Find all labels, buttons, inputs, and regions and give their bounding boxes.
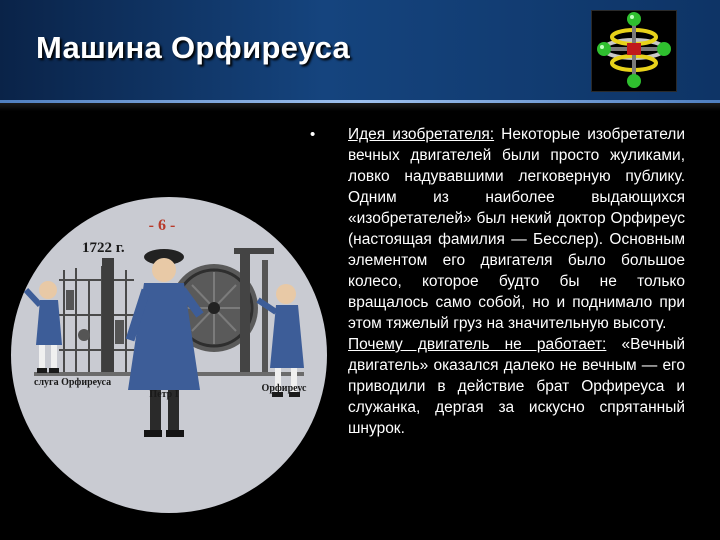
caption-orffyreus: Орфиреус: [261, 383, 307, 394]
gyroscope-logo-icon: [591, 10, 677, 92]
caption-servant: слуга Орфиреуса: [34, 377, 112, 388]
bullet-marker: •: [310, 126, 316, 143]
idea-text: Некоторые изобретатели вечных двигателей были просто жуликами, ловко надувавшими легковерную публику. Одним из наиболее выдающихся «изобретателей» был некий доктор Орфиреус (настоящая фамилия — Бесслер). Основным элементом его двигателя было большое колесо, которое будто бы не только вращалось само собой, но и поднимало при этом тяжелый груз на значительную высоту.: [348, 126, 685, 332]
slide-title: Машина Орфиреуса: [36, 30, 351, 65]
bullet-paragraph: [348, 124, 685, 439]
idea-label: Идея изобретателя:: [348, 126, 495, 143]
why-text: «Вечный двигатель» оказался далеко не вечным — его приводили в действие брат Орфиреуса и служанка, дергая за искусно спрятанный шнурок.: [348, 336, 685, 437]
title-bar-shadow: [0, 103, 720, 111]
slide-body: [310, 124, 690, 439]
orffyreus-machine-illustration: [4, 140, 330, 520]
caption-peter: Петр I: [149, 389, 179, 400]
why-label: Почему двигатель не работает:: [348, 336, 607, 353]
illustration-page-number: - 6 -: [148, 217, 176, 234]
illustration-year: 1722 г.: [82, 240, 125, 256]
